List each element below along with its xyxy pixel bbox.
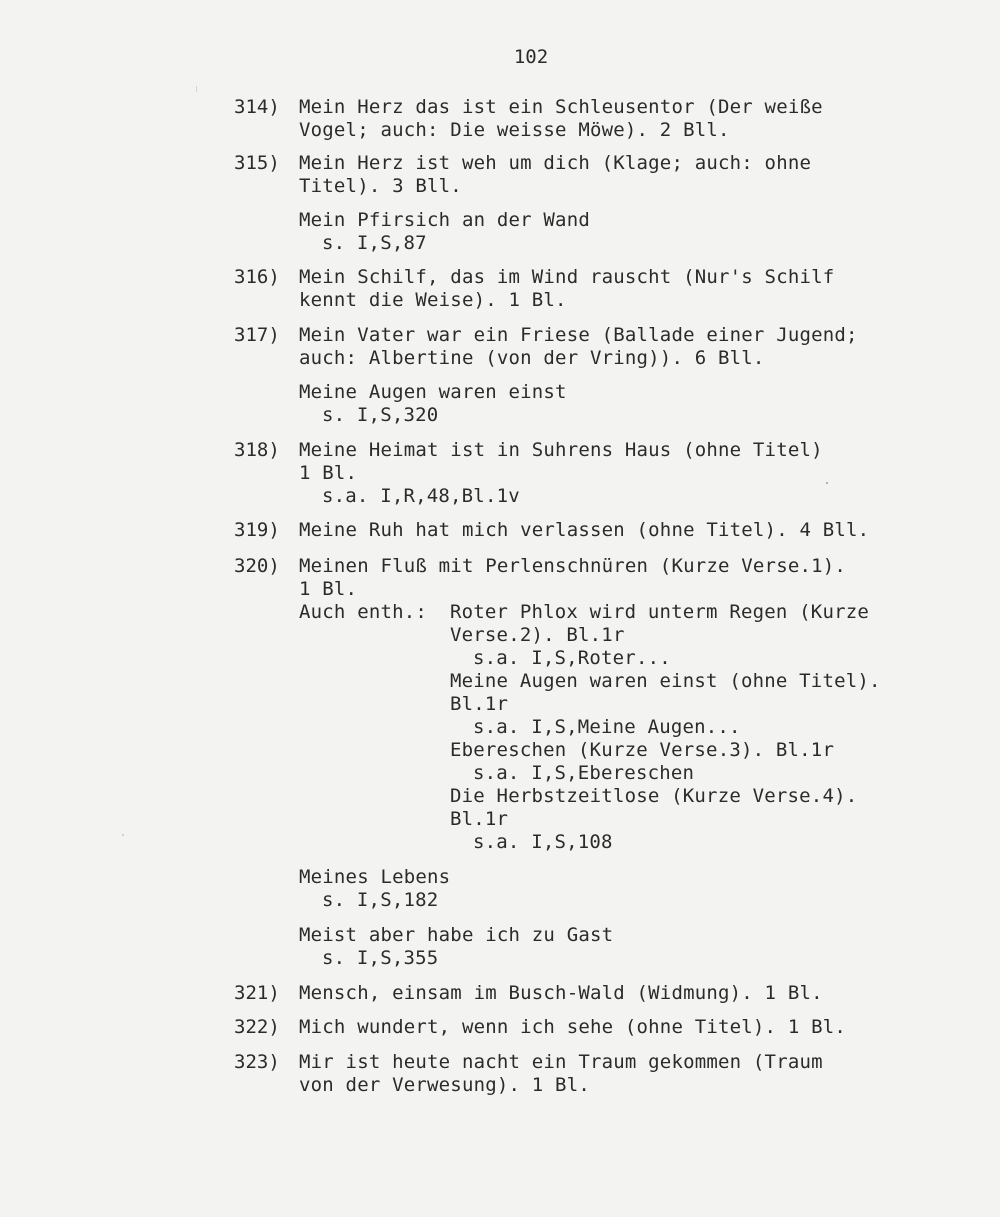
entry-number: 316) <box>234 266 280 288</box>
page-number: 102 <box>513 46 549 68</box>
entry-number: 320) <box>234 555 280 577</box>
contents-item: Bl.1r <box>450 693 509 715</box>
entry-text: 1 Bl. <box>299 462 358 484</box>
contents-item: Meine Augen waren einst (ohne Titel). <box>450 670 881 692</box>
entry-text: Meine Ruh hat mich verlassen (ohne Titel). 4 Bll. <box>299 519 870 541</box>
reference-target: s. I,S,320 <box>322 404 439 426</box>
entry-text: auch: Albertine (von der Vring)). 6 Bll. <box>299 347 765 369</box>
entry-text: Mein Schilf, das im Wind rauscht (Nur's Schilf <box>299 266 835 288</box>
scan-speck <box>122 834 124 836</box>
reference-title: Meist aber habe ich zu Gast <box>299 924 614 946</box>
entry-number: 318) <box>234 439 280 461</box>
entry-text: Vogel; auch: Die weisse Möwe). 2 Bll. <box>299 119 730 141</box>
entry-number: 319) <box>234 519 280 541</box>
entry-number: 315) <box>234 152 280 174</box>
reference-title: Meines Lebens <box>299 866 451 888</box>
contents-item: Verse.2). Bl.1r <box>450 624 625 646</box>
entry-text: Mein Herz ist weh um dich (Klage; auch: ohne <box>299 152 812 174</box>
reference-title: Meine Augen waren einst <box>299 381 567 403</box>
reference-title: Mein Pfirsich an der Wand <box>299 209 590 231</box>
contents-item: Die Herbstzeitlose (Kurze Verse.4). <box>450 785 858 807</box>
contents-item: Roter Phlox wird unterm Regen (Kurze <box>450 601 870 623</box>
entry-text: Mir ist heute nacht ein Traum gekommen (Traum <box>299 1051 823 1073</box>
reference-target: s. I,S,87 <box>322 232 427 254</box>
reference-target: s.a. I,R,48,Bl.1v <box>322 485 520 507</box>
entry-number: 321) <box>234 982 280 1004</box>
contents-item: Ebereschen (Kurze Verse.3). Bl.1r <box>450 739 835 761</box>
contents-item: Bl.1r <box>450 808 509 830</box>
entry-text: Mensch, einsam im Busch-Wald (Widmung). 1 Bl. <box>299 982 823 1004</box>
contents-reference: s.a. I,S,Ebereschen <box>473 762 695 784</box>
contents-label: Auch enth.: <box>299 601 428 623</box>
reference-target: s. I,S,355 <box>322 947 439 969</box>
entry-text: Mein Herz das ist ein Schleusentor (Der weiße <box>299 96 823 118</box>
entry-number: 322) <box>234 1016 280 1038</box>
entry-number: 317) <box>234 324 280 346</box>
scan-speck <box>826 482 828 484</box>
entry-text: Meinen Fluß mit Perlenschnüren (Kurze Verse.1). <box>299 555 847 577</box>
entry-number: 323) <box>234 1051 280 1073</box>
scan-speck <box>196 86 197 92</box>
entry-text: 1 Bl. <box>299 578 358 600</box>
entry-number: 314) <box>234 96 280 118</box>
contents-reference: s.a. I,S,108 <box>473 831 613 853</box>
entry-text: Mein Vater war ein Friese (Ballade einer Jugend; <box>299 324 858 346</box>
contents-reference: s.a. I,S,Roter... <box>473 647 671 669</box>
reference-target: s. I,S,182 <box>322 889 439 911</box>
entry-text: Mich wundert, wenn ich sehe (ohne Titel). 1 Bl. <box>299 1016 847 1038</box>
entry-text: kennt die Weise). 1 Bl. <box>299 289 567 311</box>
entry-text: von der Verwesung). 1 Bl. <box>299 1074 590 1096</box>
contents-reference: s.a. I,S,Meine Augen... <box>473 716 741 738</box>
entry-text: Meine Heimat ist in Suhrens Haus (ohne Titel) <box>299 439 823 461</box>
entry-text: Titel). 3 Bll. <box>299 175 462 197</box>
